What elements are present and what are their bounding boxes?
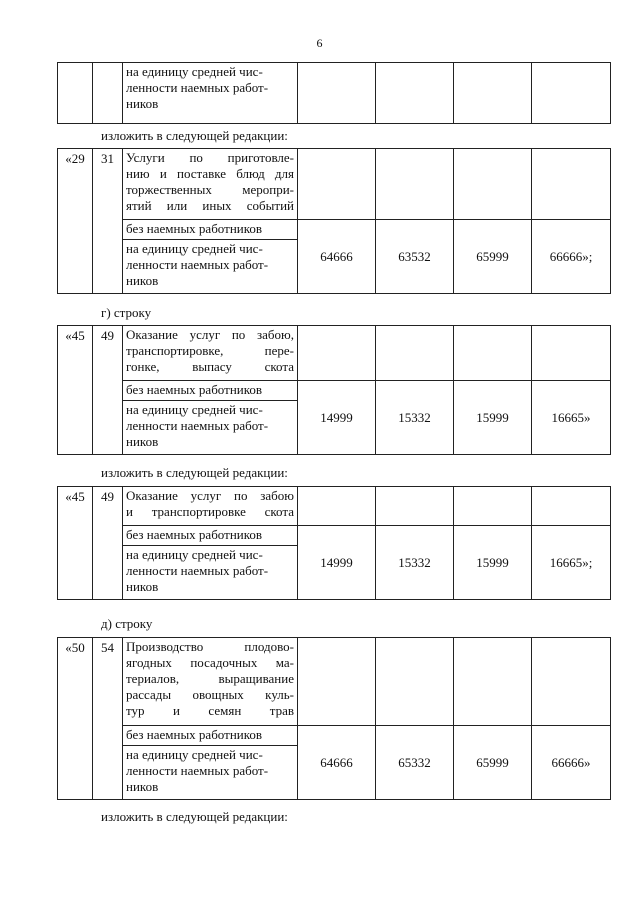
paragraph-row-reference: д) строку [101, 616, 153, 631]
cell-value: 15332 [376, 526, 454, 600]
cell-value [532, 149, 611, 220]
cell-value [454, 326, 532, 381]
cell-value: 63532 [376, 220, 454, 294]
cell-index-b: 54 [93, 638, 123, 800]
cell-index-a: «50 [58, 638, 93, 800]
cell-value: 15332 [376, 381, 454, 455]
cell-value: 66666»; [532, 220, 611, 294]
text-line: на единицу средней чис- [126, 241, 263, 256]
page-number: 6 [316, 36, 323, 50]
cell-value [454, 63, 532, 124]
text-line: ленности наемных работ- [126, 418, 269, 433]
cell-per-unit-label [123, 546, 298, 600]
text-line: териалов, выращивание [126, 671, 294, 686]
cell-title [123, 487, 298, 526]
cell-title [123, 149, 298, 220]
text-line: ленности наемных работ- [126, 563, 269, 578]
table-row [58, 726, 611, 746]
text-line: ников [126, 434, 159, 449]
cell-value [298, 326, 376, 381]
cell-value [454, 487, 532, 526]
table-row-45-old [57, 325, 611, 455]
text-line: и транспортировке скота [126, 504, 294, 519]
table-row [58, 381, 611, 401]
cell-index-a: «29 [58, 149, 93, 294]
cell-value [298, 638, 376, 726]
cell-per-unit-label [123, 746, 298, 800]
cell-value: 64666 [298, 726, 376, 800]
cell-value: 66666» [532, 726, 611, 800]
cell-value [532, 638, 611, 726]
cell-value [298, 149, 376, 220]
cell-no-workers-label: без наемных работников [123, 220, 298, 240]
cell-value [298, 63, 376, 124]
text-line: тур и семян трав [126, 703, 294, 718]
cell-value [376, 487, 454, 526]
cell-value: 65332 [376, 726, 454, 800]
text-line: ников [126, 779, 159, 794]
cell-index-a [58, 63, 93, 124]
cell-title [123, 326, 298, 381]
text-line: на единицу средней чис- [126, 402, 263, 417]
cell-index-a: «45 [58, 326, 93, 455]
cell-value [298, 487, 376, 526]
cell-value [532, 487, 611, 526]
table-row-50 [57, 637, 611, 800]
cell-value: 65999 [454, 726, 532, 800]
cell-value: 64666 [298, 220, 376, 294]
cell-no-workers-label: без наемных работников [123, 526, 298, 546]
text-line: гонке, выпасу скота [126, 359, 294, 374]
table-row [58, 63, 611, 124]
cell-value: 15999 [454, 381, 532, 455]
text-line: Производство плодово- [126, 639, 294, 654]
cell-index-b [93, 63, 123, 124]
cell-value [376, 63, 454, 124]
cell-index-b: 31 [93, 149, 123, 294]
table-row-29 [57, 148, 611, 294]
text-line: ленности наемных работ- [126, 763, 269, 778]
cell-value [454, 149, 532, 220]
text-line: ников [126, 579, 159, 594]
text-line: Услуги по приготовле- [126, 150, 294, 165]
table-fragment-continued [57, 62, 611, 124]
cell-no-workers-label: без наемных работников [123, 381, 298, 401]
cell-per-unit-label [123, 240, 298, 294]
cell-no-workers-label: без наемных работников [123, 726, 298, 746]
cell-value [532, 326, 611, 381]
cell-value: 14999 [298, 526, 376, 600]
cell-index-b: 49 [93, 487, 123, 600]
text-line: транспортировке, пере- [126, 343, 294, 358]
text-line: на единицу средней чис- [126, 547, 263, 562]
paragraph-edit-instruction: изложить в следующей редакции: [101, 465, 288, 480]
text-line: ленности наемных работ- [126, 257, 269, 272]
cell-value: 16665» [532, 381, 611, 455]
table-row [58, 326, 611, 381]
cell-value [376, 326, 454, 381]
text-line: торжественных меропри- [126, 182, 294, 197]
table-row-45-new [57, 486, 611, 600]
cell-value: 15999 [454, 526, 532, 600]
text-line: ников [126, 96, 159, 111]
text-line: ягодных посадочных ма- [126, 655, 294, 670]
cell-value [376, 638, 454, 726]
cell-title [123, 638, 298, 726]
cell-per-unit-label [123, 63, 298, 124]
text-line: ятий или иных событий [126, 198, 294, 213]
table-row [58, 638, 611, 726]
cell-value: 14999 [298, 381, 376, 455]
text-line: на единицу средней чис- [126, 747, 263, 762]
text-line: на единицу средней чис- [126, 64, 263, 79]
table-row [58, 220, 611, 240]
text-line: ленности наемных работ- [126, 80, 269, 95]
table-row [58, 149, 611, 220]
paragraph-edit-instruction: изложить в следующей редакции: [101, 809, 288, 824]
cell-value: 16665»; [532, 526, 611, 600]
cell-index-a: «45 [58, 487, 93, 600]
paragraph-edit-instruction: изложить в следующей редакции: [101, 128, 288, 143]
text-line: Оказание услуг по забою, [126, 327, 294, 342]
text-line: Оказание услуг по забою [126, 488, 294, 503]
cell-value [376, 149, 454, 220]
cell-value: 65999 [454, 220, 532, 294]
text-line: нию и поставке блюд для [126, 166, 294, 181]
cell-index-b: 49 [93, 326, 123, 455]
text-line: рассады овощных куль- [126, 687, 294, 702]
table-row [58, 526, 611, 546]
paragraph-row-reference: г) строку [101, 305, 152, 320]
cell-value [454, 638, 532, 726]
cell-per-unit-label [123, 401, 298, 455]
cell-value [532, 63, 611, 124]
text-line: ников [126, 273, 159, 288]
table-row [58, 487, 611, 526]
